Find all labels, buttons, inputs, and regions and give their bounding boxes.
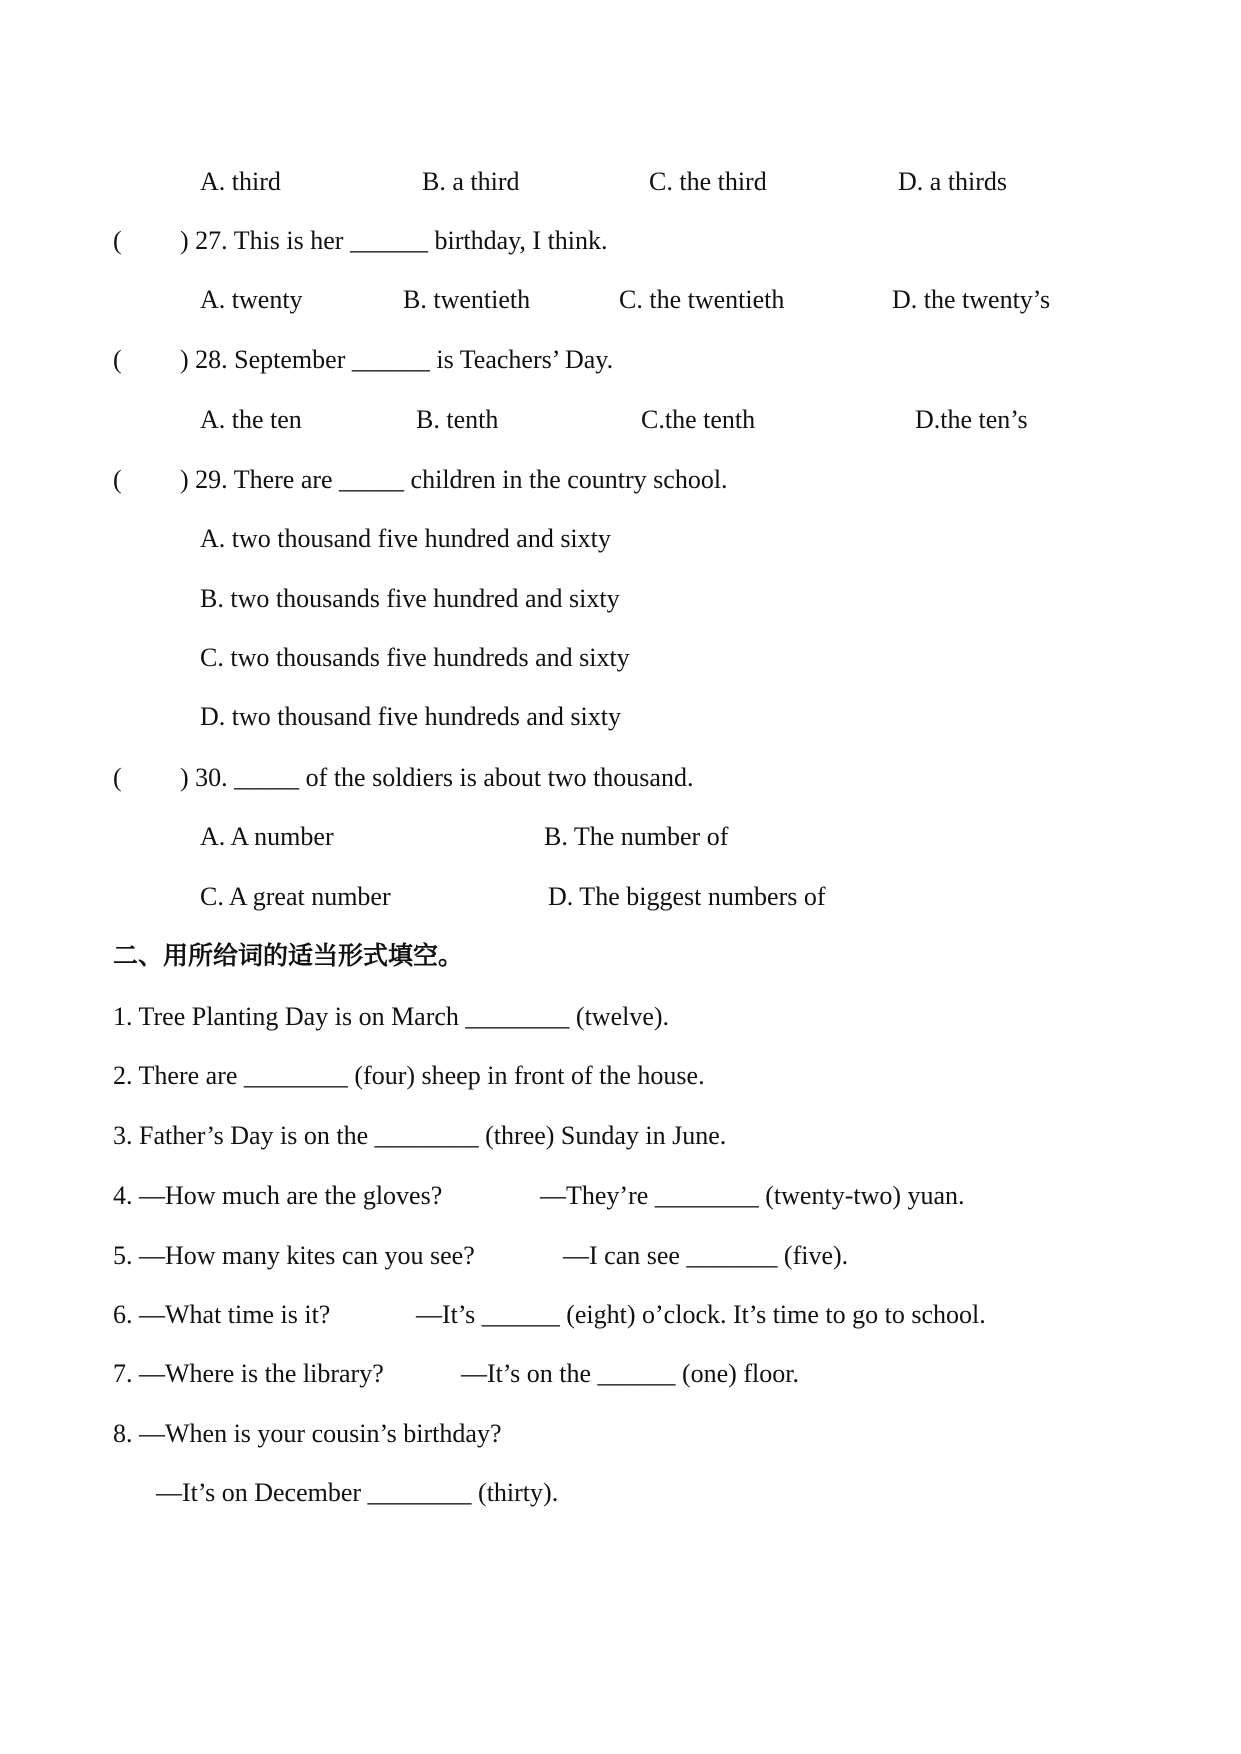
question-27-stem	[180, 225, 608, 257]
q27-option-c: C. the twentieth	[619, 285, 785, 314]
q26-option-c: C. the third	[649, 167, 767, 196]
fill-item-7-question: 7. —Where is the library?	[113, 1359, 384, 1388]
q30-option-c: C. A great number	[200, 882, 391, 911]
fill-item-3: 3. Father’s Day is on the ________ (three) Sunday in June.	[113, 1121, 727, 1150]
q29-option-b: B. two thousands five hundred and sixty	[200, 584, 620, 613]
fill-item-4-answer: —They’re ________ (twenty-two) yuan.	[540, 1181, 965, 1210]
q26-option-a: A. third	[200, 167, 281, 196]
question-27-text: 27. This is her ______ birthday, I think.	[195, 226, 608, 255]
q26-option-b: B. a third	[422, 167, 520, 196]
fill-item-5-answer: —I can see _______ (five).	[563, 1241, 849, 1270]
q29-option-a: A. two thousand five hundred and sixty	[200, 524, 611, 553]
fill-item-2: 2. There are ________ (four) sheep in front of the house.	[113, 1061, 705, 1090]
q30-option-a: A. A number	[200, 822, 334, 851]
q30-option-d: D. The biggest numbers of	[548, 882, 826, 911]
fill-item-5-question: 5. —How many kites can you see?	[113, 1241, 475, 1270]
fill-item-1: 1. Tree Planting Day is on March ________ (twelve).	[113, 1002, 670, 1031]
fill-item-8-question: 8. —When is your cousin’s birthday?	[113, 1419, 502, 1448]
question-28-stem	[180, 344, 613, 376]
q29-option-d: D. two thousand five hundreds and sixty	[200, 702, 622, 731]
q28-option-d: D.the ten’s	[915, 405, 1028, 434]
answer-paren-close: )	[180, 763, 189, 792]
fill-item-6-answer: —It’s ______ (eight) o’clock. It’s time to go to school.	[416, 1300, 986, 1329]
fill-item-6-question: 6. —What time is it?	[113, 1300, 331, 1329]
question-29-stem	[180, 464, 728, 496]
q28-option-a: A. the ten	[200, 405, 302, 434]
q27-option-b: B. twentieth	[403, 285, 531, 314]
q29-option-c: C. two thousands five hundreds and sixty	[200, 643, 630, 672]
q28-option-c: C.the tenth	[641, 405, 756, 434]
fill-item-7-answer: —It’s on the ______ (one) floor.	[461, 1359, 799, 1388]
answer-paren-open: (	[113, 226, 122, 255]
q30-option-b: B. The number of	[544, 822, 729, 851]
q28-option-b: B. tenth	[416, 405, 499, 434]
answer-paren-close: )	[180, 345, 189, 374]
q26-option-d: D. a thirds	[898, 167, 1008, 196]
q27-option-a: A. twenty	[200, 285, 303, 314]
question-30-text: 30. _____ of the soldiers is about two thousand.	[195, 763, 694, 792]
answer-paren-open: (	[113, 345, 122, 374]
fill-item-8-answer: —It’s on December ________ (thirty).	[156, 1478, 559, 1507]
question-28-text: 28. September ______ is Teachers’ Day.	[195, 345, 614, 374]
answer-paren-close: )	[180, 465, 189, 494]
answer-paren-close: )	[180, 226, 189, 255]
answer-paren-open: (	[113, 763, 122, 792]
question-30-stem	[180, 762, 693, 794]
question-29-text: 29. There are _____ children in the country school.	[195, 465, 728, 494]
section-heading: 二、用所给词的适当形式填空。	[113, 941, 464, 970]
fill-item-4-question: 4. —How much are the gloves?	[113, 1181, 443, 1210]
answer-paren-open: (	[113, 465, 122, 494]
q27-option-d: D. the twenty’s	[892, 285, 1051, 314]
